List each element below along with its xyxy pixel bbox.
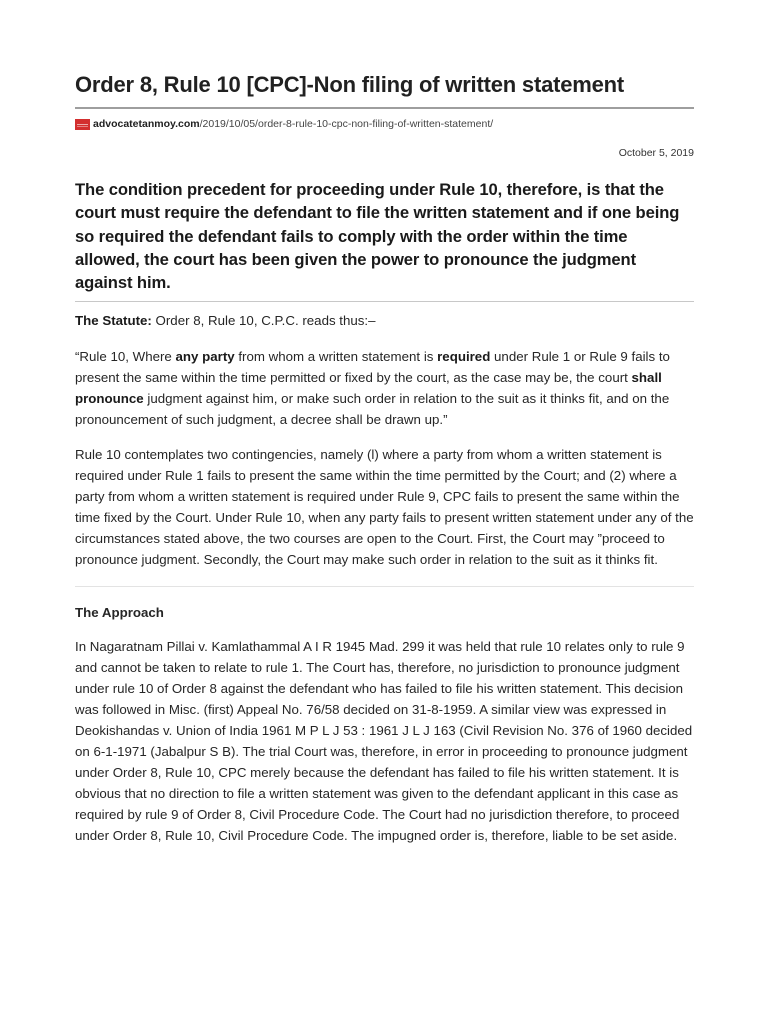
source-line	[75, 116, 694, 132]
statute-paragraph	[75, 310, 694, 331]
quote-emphasis: any party	[175, 348, 235, 364]
statute-label: The Statute:	[75, 313, 152, 329]
statute-text: Order 8, Rule 10, C.P.C. reads thus:–	[151, 313, 376, 329]
rule10-paragraph: Rule 10 contemplates two contingencies, namely (l) where a party from whom a written statement is required under Rule 1 fails to present the same within the time permitted by the Court; and (2) where a party from whom a written statement is required under Rule 9, CPC fails to present the same within the time fixed by the Court. Under Rule 10, when any party fails to present written statement under any of the circumstances stated above, the two courses are open to the Court. First, the Court may ”proceed to pronounce judgment. Secondly, the Court may make such order in relation to the suit as it thinks fit.	[75, 446, 694, 568]
title-divider	[75, 107, 694, 109]
lead-divider	[75, 301, 694, 302]
section-divider	[75, 586, 694, 587]
site-favicon-icon	[75, 119, 90, 130]
quote-text: from whom a written statement is	[234, 348, 438, 364]
source-link[interactable]	[93, 118, 493, 130]
source-path: /2019/10/05/order-8-rule-10-cpc-non-filing-of-written-statement/	[199, 118, 494, 130]
approach-heading: The Approach	[75, 604, 164, 620]
publish-date: October 5, 2019	[618, 147, 694, 159]
quote-emphasis: required	[437, 348, 491, 364]
quote-emphasis: shall pronounce	[75, 369, 662, 406]
lead-paragraph: The condition precedent for proceeding under Rule 10, therefore, is that the court must require the defendant to file the written statement and if one being so required the defendant fails to comply with the order within the time allowed, the court has been given the power to pronounce the judgment against him.	[75, 180, 680, 293]
statute-quote	[75, 346, 694, 430]
source-domain: advocatetanmoy.com	[93, 118, 200, 130]
quote-text: “Rule 10, Where	[75, 348, 176, 364]
article-title: Order 8, Rule 10 [CPC]-Non filing of written statement	[75, 72, 625, 97]
approach-paragraph: In Nagaratnam Pillai v. Kamlathammal A I R 1945 Mad. 299 it was held that rule 10 relates only to rule 9 and cannot be taken to relate to rule 1. The Court has, therefore, no jurisdiction to pronounce judgment under rule 10 of Order 8 against the defendant who has failed to file his written statement. This decision was followed in Misc. (first) Appeal No. 76/58 decided on 31-8-1959. A similar view was expressed in Deokishandas v. Union of India 1961 M P L J 53 : 1961 J L J 163 (Civil Revision No. 376 of 1960 decided on 6-1-1971 (Jabalpur S B). The trial Court was, therefore, in error in proceeding to pronounce judgment under Order 8, Rule 10, CPC merely because the defendant has failed to file his written statement. It is obvious that no direction to file a written statement was given to the defendant applicant in this case as required by rule 9 of Order 8, Civil Procedure Code. The Court had no jurisdiction therefore, to proceed under Order 8, Rule 10, Civil Procedure Code. The impugned order is, therefore, liable to be set aside.	[75, 638, 693, 844]
quote-text: judgment against him, or make such order in relation to the suit as it thinks fit, and on the pronouncement of such judgment, a decree shall be drawn up.”	[75, 390, 670, 427]
quote-text: under Rule 1 or Rule 9 fails to present the same within the time permitted or fixed by the court, as the case may be, the court	[75, 348, 670, 385]
